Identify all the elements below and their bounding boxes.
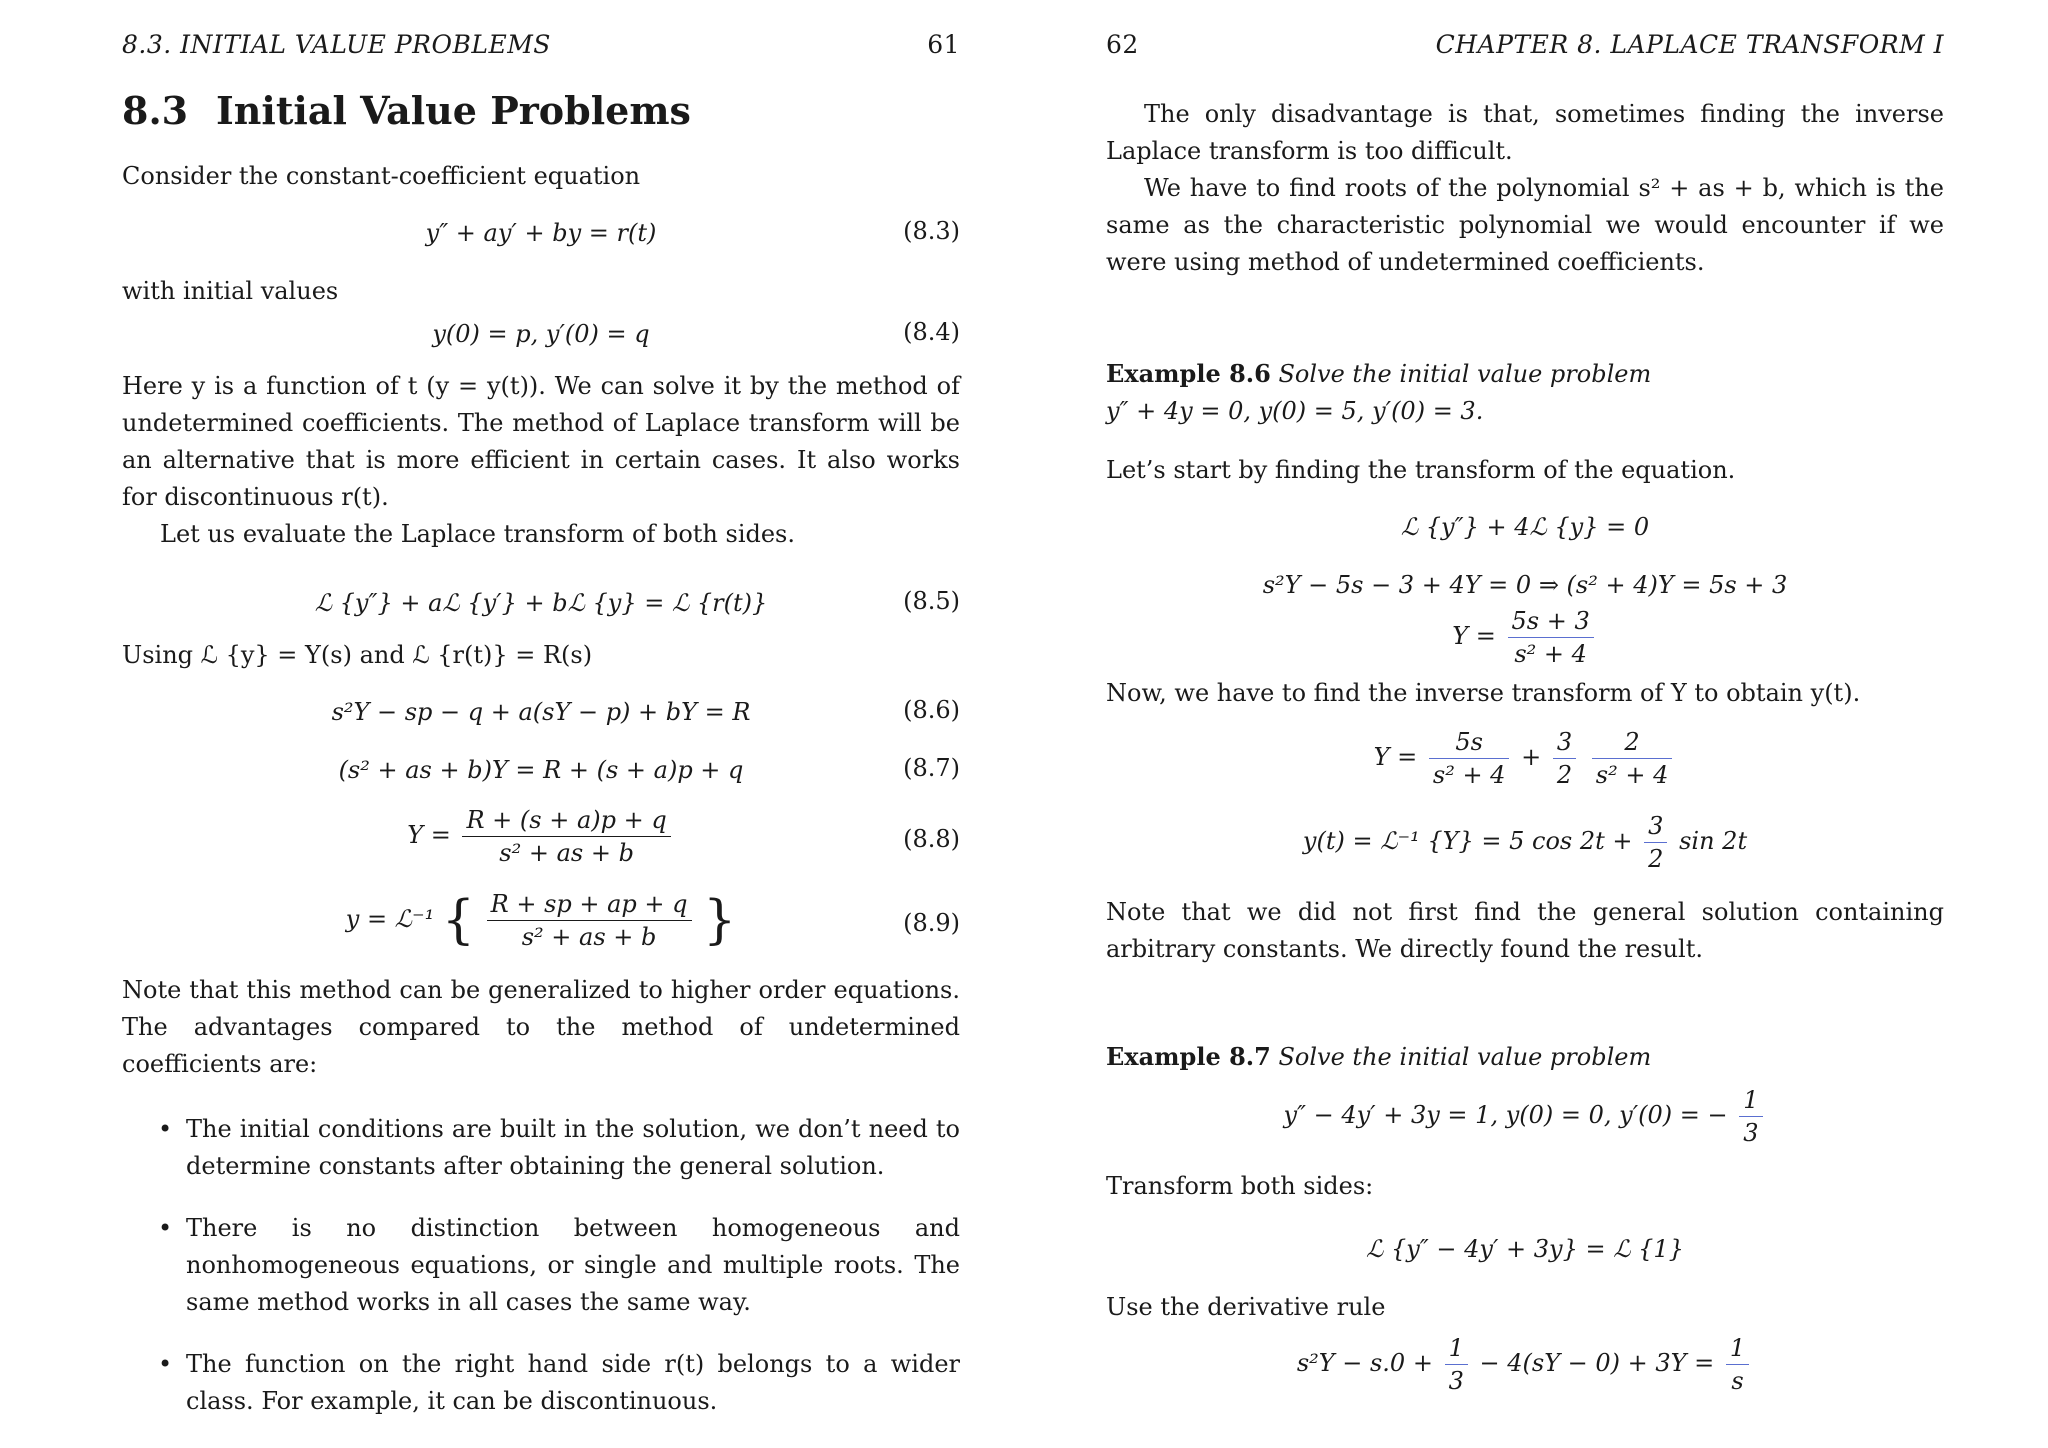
ex7-equation-2 (1106, 1225, 1944, 1269)
ex6-equation-2 (1106, 561, 1944, 605)
example-label: Example 8.6 (1106, 359, 1271, 388)
equation-8-5 (122, 579, 960, 623)
numerator: 3 (1644, 810, 1667, 843)
page-number: 61 (927, 30, 960, 59)
ex6-equation-5 (1106, 810, 1944, 880)
section-heading (122, 86, 960, 136)
numerator: 1 (1726, 1332, 1749, 1365)
equation-body (1374, 726, 1677, 791)
paragraph: Note that we did not first find the general solution containing arbitrary constants. We directly found the result. (1106, 898, 1944, 963)
example-8-6-heading (1106, 355, 1944, 393)
numerator: R + sp + ap + q (487, 888, 692, 921)
fraction (1592, 726, 1673, 791)
example-title: Solve the initial value problem (1278, 360, 1652, 388)
equation-body: ℒ {y″} + 4ℒ {y} = 0 (1400, 512, 1650, 541)
equation-body (1297, 1332, 1753, 1397)
advantages-list (122, 1111, 960, 1420)
section-number: 8.3 (122, 88, 189, 133)
paragraph: Let’s start by finding the transform of the equation. (1106, 456, 1736, 484)
list-item: • The initial conditions are built in the solution, we don’t need to determine constants after obtaining the general solution. (122, 1111, 960, 1185)
page-number: 62 (1106, 30, 1139, 59)
fraction (1644, 810, 1667, 875)
paragraph: Here y is a function of t (y = y(t)). We can solve it by the method of undetermined coefficients. The method of Laplace transform will be an alternative that is more efficient in certain cases. It also works for discontinuous r(t). (122, 372, 960, 511)
equation-tag: (8.5) (903, 587, 960, 615)
fraction (1553, 726, 1576, 791)
example-problem: y″ + 4y = 0, y(0) = 5, y′(0) = 3. (1106, 397, 1484, 425)
denominator: s² + 4 (1595, 761, 1669, 789)
paragraph: Note that this method can be generalized to higher order equations. The advantages compared to the method of undetermined coefficients are: (122, 976, 960, 1078)
paragraph: with initial values (122, 277, 339, 305)
plus-sign: + (1521, 743, 1542, 771)
paragraph: We have to find roots of the polynomial s² + as + b, which is the same as the characteristic polynomial we would encounter if we were using method of undetermined coefficients. (1106, 174, 1944, 276)
denominator: s² + 4 (1432, 761, 1506, 789)
running-title: CHAPTER 8. LAPLACE TRANSFORM I (1435, 30, 1944, 59)
equation-body: y″ + ay′ + by = r(t) (425, 218, 657, 247)
ex6-equation-3 (1106, 605, 1944, 675)
denominator: s² + 4 (1514, 640, 1587, 668)
equation-body (407, 804, 674, 869)
equation-part: − 4(sY − 0) + 3Y = (1479, 1349, 1715, 1377)
numerator: 5s (1429, 726, 1510, 759)
equation-body: s²Y − sp − q + a(sY − p) + bY = R (331, 697, 751, 726)
paragraph: Using ℒ {y} = Y(s) and ℒ {r(t)} = R(s) (122, 641, 593, 669)
fraction (1429, 726, 1510, 791)
equation-lhs: y = ℒ⁻¹ (345, 905, 435, 933)
equation-8-3 (122, 209, 960, 253)
numerator: 1 (1445, 1332, 1468, 1365)
equation-tag: (8.3) (903, 217, 960, 245)
equation-lhs: y(t) = ℒ⁻¹ {Y} = 5 cos 2t + (1302, 827, 1633, 855)
equation-lhs: Y = (407, 821, 451, 849)
right-running-head (1106, 30, 1944, 62)
ex7-equation-1 (1106, 1084, 1944, 1154)
denominator: s (1731, 1367, 1744, 1395)
equation-body: s²Y − 5s − 3 + 4Y = 0 ⇒ (s² + 4)Y = 5s + 3 (1262, 570, 1788, 599)
equation-rhs: sin 2t (1679, 827, 1748, 855)
fraction (1739, 1084, 1762, 1149)
list-item: • The function on the right hand side r(t) belongs to a wider class. For example, it can be discontinuous. (122, 1346, 960, 1420)
equation-body: ℒ {y″ − 4y′ + 3y} = ℒ {1} (1366, 1234, 1684, 1263)
equation-lhs: Y = (1373, 743, 1418, 771)
equation-8-8 (122, 804, 960, 874)
equation-tag: (8.6) (903, 696, 960, 724)
equation-body (346, 888, 737, 953)
equation-body (1452, 605, 1597, 670)
equation-lhs: Y = (1452, 622, 1496, 650)
ex7-equation-3 (1106, 1332, 1944, 1402)
numerator: 5s + 3 (1508, 605, 1594, 638)
equation-body: (s² + as + b)Y = R + (s + a)p + q (338, 755, 744, 784)
numerator: 1 (1739, 1084, 1762, 1117)
fraction (1508, 605, 1594, 670)
denominator: 2 (1648, 845, 1664, 873)
equation-tag: (8.9) (903, 909, 960, 937)
ex6-equation-1 (1106, 503, 1944, 547)
left-running-head (122, 30, 960, 62)
equation-body: ℒ {y″} + aℒ {y′} + bℒ {y} = ℒ {r(t)} (314, 588, 768, 617)
right-page (1106, 0, 1944, 1448)
equation-8-9 (122, 888, 960, 958)
running-title: 8.3. INITIAL VALUE PROBLEMS (122, 30, 551, 59)
paragraph: The only disadvantage is that, sometimes finding the inverse Laplace transform is too difficult. (1106, 100, 1944, 165)
left-brace: { (441, 890, 475, 951)
list-item: • There is no distinction between homogeneous and nonhomogeneous equations, or single and multiple roots. The same method works in all cases the same way. (122, 1210, 960, 1321)
numerator: 2 (1592, 726, 1673, 759)
equation-8-7 (122, 746, 960, 790)
fraction (487, 888, 692, 953)
example-label: Example 8.7 (1106, 1042, 1271, 1071)
equation-body: y(0) = p, y′(0) = q (432, 319, 650, 348)
equation-body (1283, 1084, 1766, 1149)
paragraph: Consider the constant-coefficient equation (122, 162, 641, 190)
denominator: 3 (1448, 1367, 1464, 1395)
paragraph: Use the derivative rule (1106, 1293, 1386, 1321)
left-page (122, 0, 960, 1448)
equation-8-4 (122, 310, 960, 354)
denominator: 2 (1556, 761, 1573, 789)
equation-8-6 (122, 688, 960, 732)
equation-part: s²Y − s.0 + (1296, 1349, 1433, 1377)
denominator: 3 (1743, 1119, 1759, 1147)
paragraph: Let us evaluate the Laplace transform of both sides. (160, 520, 796, 548)
example-title: Solve the initial value problem (1278, 1043, 1652, 1071)
denominator: s² + as + b (521, 923, 657, 951)
equation-lhs: y″ − 4y′ + 3y = 1, y(0) = 0, y′(0) = − (1283, 1101, 1728, 1129)
equation-tag: (8.8) (903, 825, 960, 853)
numerator: R + (s + a)p + q (462, 804, 670, 837)
fraction (1445, 1332, 1468, 1397)
paragraph: Now, we have to find the inverse transform of Y to obtain y(t). (1106, 679, 1861, 707)
example-8-7-heading (1106, 1038, 1944, 1076)
fraction (462, 804, 670, 869)
paragraph: Transform both sides: (1106, 1172, 1374, 1200)
denominator: s² + as + b (499, 839, 634, 867)
numerator: 3 (1553, 726, 1576, 759)
ex6-equation-4 (1106, 726, 1944, 796)
equation-tag: (8.4) (903, 318, 960, 346)
equation-body (1303, 810, 1747, 875)
section-title: Initial Value Problems (216, 88, 691, 133)
fraction (1726, 1332, 1749, 1397)
right-content (1106, 96, 1944, 1416)
left-content (122, 80, 960, 1445)
right-brace: } (703, 890, 737, 951)
equation-tag: (8.7) (903, 754, 960, 782)
